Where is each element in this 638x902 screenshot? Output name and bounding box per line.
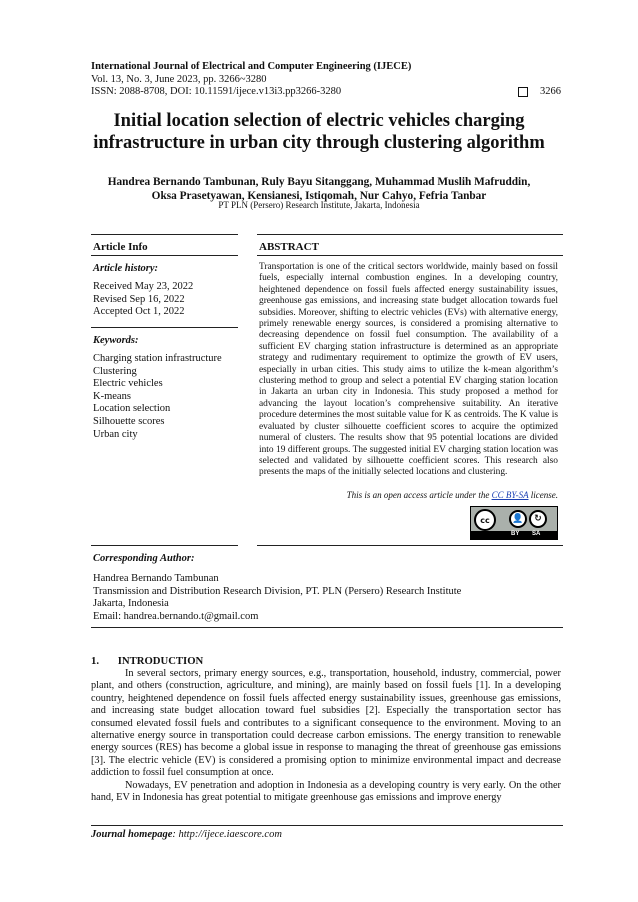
article-info-rule [91,255,238,256]
paragraph: Nowadays, EV penetration and adoption in Indonesia as a developing country is very early. On the other hand, EV in Indonesia has great potential to mitigate greenhouse gas emissions and improve energy [91,779,561,804]
square-icon [518,87,528,97]
section-heading: 1. INTRODUCTION [91,655,204,667]
corresponding-email: Email: handrea.bernando.t@gmail.com [93,610,259,622]
license-link[interactable]: CC BY-SA [491,490,529,500]
license-suffix: license. [528,490,558,500]
article-info-bottom-rule [91,545,238,546]
section-body [91,668,561,804]
history-divider [91,327,238,328]
keywords-list [93,353,222,441]
paper-title: Initial location selection of electric vehicles charging infrastructure in urban city through clustering algorithm [93,111,545,153]
keyword: Location selection [93,403,171,415]
share-alike-icon: ↻ [529,510,547,528]
abstract-rule [257,255,563,256]
abstract-heading: ABSTRACT [259,241,319,253]
keyword: Clustering [93,365,137,377]
cc-by-sa-badge[interactable] [470,506,558,540]
footer-url[interactable]: : http://ijece.iaescore.com [172,829,282,840]
cc-by-label: BY [511,531,520,537]
abstract-top-rule [257,234,563,235]
keyword: K-means [93,390,131,402]
cc-icon: cc [474,509,496,531]
article-info-heading: Article Info [93,241,148,253]
issn-doi: ISSN: 2088-8708, DOI: 10.11591/ijece.v13i3.pp3266-3280 [91,86,342,97]
footer [91,829,282,840]
corresponding-division: Transmission and Distribution Research Division, PT. PLN (Persero) Research Institute [93,585,462,597]
corresponding-name: Handrea Bernando Tambunan [93,573,219,584]
license-prefix: This is an open access article under the [346,490,492,500]
page-marker [518,86,561,99]
authors-line-1: Handrea Bernando Tambunan, Ruly Bayu Sitanggang, Muhammad Muslih Mafruddin, [107,176,531,188]
keyword: Silhouette scores [93,415,165,427]
running-header [91,61,561,99]
keywords-heading: Keywords: [93,335,139,346]
corresponding-bottom-rule [91,627,563,628]
history-heading: Article history: [93,263,159,274]
history-revised: Revised Sep 16, 2022 [93,293,185,305]
abstract-bottom-rule [257,545,563,546]
affiliation: PT PLN (Persero) Research Institute, Jakarta, Indonesia [218,200,420,210]
license-line [259,490,558,500]
cc-label-strip [471,531,557,539]
corresponding-location: Jakarta, Indonesia [93,598,169,609]
issn-row [91,86,561,99]
corresponding-details [93,573,461,623]
keyword: Urban city [93,428,138,440]
keyword: Electric vehicles [93,378,163,390]
footer-label: Journal homepage [91,829,173,840]
journal-name: International Journal of Electrical and Computer Engineering (IJECE) [91,61,412,72]
keyword: Charging station infrastructure [93,353,222,364]
volume-line: Vol. 13, No. 3, June 2023, pp. 3266~3280 [91,73,267,85]
footer-rule [91,825,563,826]
cc-sa-label: SA [532,531,541,537]
history-accepted: Accepted Oct 1, 2022 [93,306,185,318]
page-number: 3266 [540,86,561,97]
attribution-icon: 👤 [509,510,527,528]
authors-line-2: Oksa Prasetyawan, Kensianesi, Istiqomah, Nur Cahyo, Fefria Tanbar [151,189,487,202]
corresponding-heading: Corresponding Author: [93,553,195,564]
history-received: Received May 23, 2022 [93,281,194,292]
history-list [93,281,193,319]
abstract-text: Transportation is one of the critical sectors worldwide, mainly based on fossil fuels, especially internal combustion engines. In a developing country, heightened dependence on fossil fuels affected energy sustainability issues, greenhouse gas emissions, and increasing state budget allocation towards fuel subsidies. Moreover, shifting to electric vehicles (EVs) with alternative energy, primely renewable energy sources, is considered a promising alternative to decreasing dependence on fossil fuel consumption. The availability of a sufficient EV charging station infrastructure is determined as an appropriate strategy and rudimentary requirement to optimize the growth of EV users, especially in urban cities. This study aims to utilize the k-mean algorithm’s clustering method to group and select a potential EV charging station location in Jakarta an urban city in Indonesia. This study proposed a method for advancing the layout location’s comprehensive suitability. An iterative procedure determines the most suitable value for K as centroids. The K value is evaluated by cluster silhouette coefficient scores to acquire the optimized numeral of clusters. The results show that 95 potential locations are divided into 19 different groups. The suggested initial EV charging station location was selected and validated by silhouette coefficient scores. This research also presents the maps of the initially selected locations and clustering. [259,262,558,478]
paragraph: In several sectors, primary energy sources, e.g., transportation, household, industry, commercial, power plant, and others (construction, agriculture, and mining), are mainly based on fossil fuels [1]. In a developing country, heightened dependence on fossil fuels affected energy sustainability issues, greenhouse gas emissions, and increasing state budget allocation toward fuel subsidies [2]. Especially the transportation sector has consumed elevated fossil fuels and contributes to a significant consequence to the environment. Moving to an alternative energy source in transportation could decrease carbon emissions. The energy transition to renewable energy sources (RES) has become a global issue in response to managing the threat of greenhouse gas emissions [3]. The electric vehicle (EV) is considered a promising option to minimize environmental impact and decrease addiction to fossil fuel consumption at once. [91,668,561,779]
authors [91,176,547,203]
article-info-top-rule [91,234,238,235]
